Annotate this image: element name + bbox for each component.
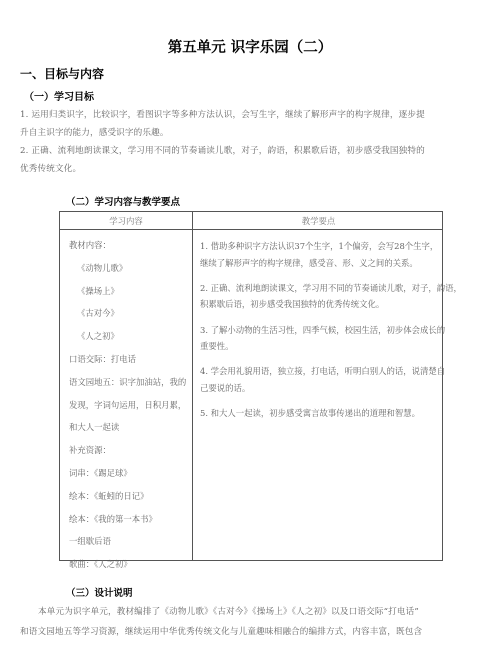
content-item: 语文园地五：识字加油站，我的 [69, 376, 187, 387]
teaching-point [200, 322, 462, 355]
subheading-design-notes: （三）设计说明 [66, 588, 133, 599]
design-line: 本单元为识字单元，教材编排了《动物儿歌》《古对今》《操场上》《人之初》以及口语交际“打电话” [38, 607, 419, 617]
content-item: 歌曲：《人之初》 [69, 559, 132, 570]
goal-line: 优秀传统文化。 [20, 164, 82, 174]
teaching-point-line: 积累歇后语，初步感受我国独特的优秀传统文化。 [200, 299, 385, 310]
table-column-divider [192, 212, 193, 560]
content-item: 《动物儿歌》 [77, 262, 128, 273]
teaching-points-list [200, 238, 462, 430]
content-item: 《人之初》 [77, 331, 119, 342]
content-item: 一组歇后语 [69, 536, 111, 547]
teaching-point [200, 280, 462, 313]
design-notes-text [20, 602, 480, 642]
content-table [59, 211, 462, 570]
design-line: 和语文园地五等学习资源，继续运用中华优秀传统文化与儿童趣味相融合的编排方式，内容丰富，既包含 [20, 627, 423, 637]
table-header-teaching-points: 教学要点 [301, 216, 336, 226]
content-item: 《操场上》 [77, 285, 119, 296]
content-item: 教材内容： [69, 240, 111, 250]
section-heading-goals-content: 一、目标与内容 [20, 67, 105, 81]
learning-goals-text [20, 106, 480, 178]
content-item: 口语交际：打电话 [69, 353, 136, 364]
teaching-point-line: 4. 学会用礼貌用语，独立接，打电话，听明白别人的话，说清楚自 [200, 366, 446, 377]
teaching-point-line: 重要性。 [200, 341, 234, 352]
content-item: 绘本：《蚯蚓的日记》 [69, 490, 149, 501]
teaching-point-line: 己要说的话。 [200, 382, 251, 393]
teaching-point-line: 3. 了解小动物的生活习性，四季气候，校园生活，初步体会成长的 [200, 324, 446, 335]
content-item: 和大人一起读 [69, 422, 120, 433]
page-title: 第五单元 识字乐园（二） [167, 40, 333, 56]
subheading-learning-goals: （一）学习目标 [24, 92, 94, 103]
table-header-content: 学习内容 [109, 216, 143, 226]
content-list [69, 234, 186, 576]
content-item: 《古对今》 [77, 308, 119, 319]
teaching-point-line: 继续了解形声字的构字规律，感受音、形、义之间的关系。 [200, 257, 418, 268]
content-item: 绘本：《我的第一本书》 [69, 513, 157, 524]
teaching-point-line: 1. 借助多种识字方法认识37个生字，1个偏旁，会写28个生字， [200, 241, 439, 251]
goal-line: 1. 运用归类识字，比较识字，看图识字等多种方法认识，会写生字，继续了解形声字的构字规律，逐步提 [20, 110, 425, 120]
content-item: 词串：《踢足球》 [69, 467, 132, 478]
content-item: 补充资源： [69, 445, 111, 456]
teaching-point-line: 5. 和大人一起读，初步感受寓言故事传递出的道理和智慧。 [200, 408, 421, 419]
teaching-point [200, 238, 462, 271]
goal-line: 升自主识字的能力，感受识字的乐趣。 [20, 128, 169, 138]
content-item: 发现，字词句运用，日积月累， [69, 399, 187, 410]
teaching-point [200, 405, 462, 422]
goal-line: 2. 正确、流利地朗读课文，学习用不同的节奏诵读儿歌，对子，韵语，积累歌后语，初步感受我国独特的 [20, 146, 425, 156]
teaching-point [200, 363, 462, 396]
teaching-point-line: 2. 正确、流利地朗读课文，学习用不同的节奏诵读儿歌，对子，韵语， [200, 282, 462, 293]
subheading-content-teaching-points: （二）学习内容与教学要点 [66, 197, 181, 208]
